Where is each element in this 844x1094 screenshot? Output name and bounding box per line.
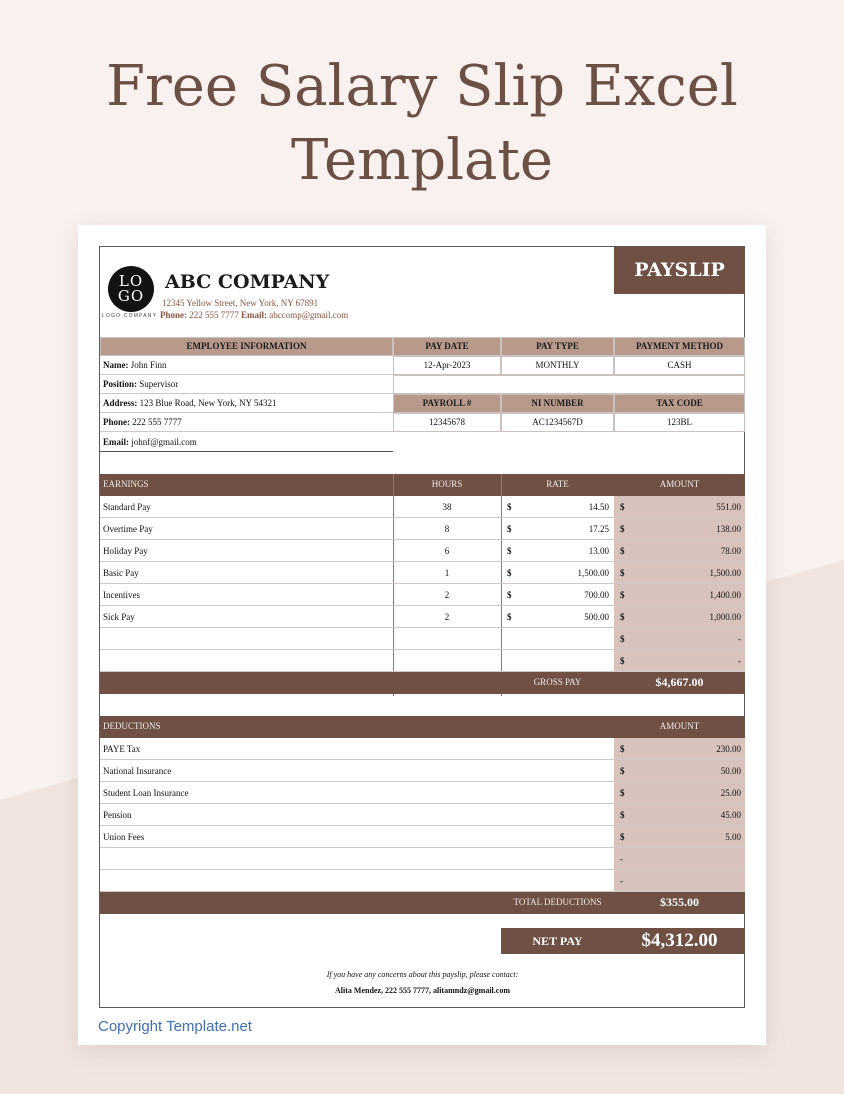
hours-header: HOURS [431,479,463,489]
employee-phone-row [100,413,393,432]
earning-rate: 1,500.00 [577,568,609,578]
deduction-amount: 230.00 [716,744,741,754]
company-phone-label: Phone: [160,310,187,320]
earning-hours: 2 [444,612,450,622]
footer-contact: Alita Mendez, 222 555 7777, alitamndz@gmail.com [335,986,510,995]
table-row [100,738,745,760]
table-row [100,584,745,606]
hero-title-line1: Free Salary Slip Excel [106,54,738,119]
earning-rate: 500.00 [584,612,609,622]
earning-hours: 2 [444,590,450,600]
employee-position-row [100,375,393,394]
deduction-blank: - [620,876,623,886]
table-row [100,848,745,870]
pay-type-value: MONTHLY [501,356,614,375]
amount-currency: $ [620,590,625,600]
deduction-amount: 25.00 [720,788,741,798]
pay-info-spacer [393,375,745,394]
rate-currency: $ [507,546,512,556]
company-name: ABC COMPANY [165,271,330,293]
amount-currency: $ [620,634,625,644]
company-phone: 222 555 7777 [189,310,239,320]
earning-amount: 551.00 [716,502,741,512]
amount-currency: $ [620,502,625,512]
deduction-currency: $ [620,788,625,798]
earning-hours: 8 [444,524,450,534]
deduction-label: National Insurance [103,766,172,776]
gross-pay-row [100,672,745,694]
employee-name-row [100,356,393,375]
earning-amount: 1,000.00 [709,612,741,622]
ni-number-header: NI NUMBER [501,394,614,413]
amount-currency: $ [620,656,625,666]
deduction-amount: 5.00 [725,832,741,842]
earning-amount: 78.00 [720,546,741,556]
tax-code-value: 123BL [614,413,745,432]
earning-amount: 138.00 [716,524,741,534]
table-row [100,518,745,540]
net-pay-box [501,928,745,954]
earning-hours: 38 [442,502,452,512]
employee-email-label: Email: [103,437,129,447]
earning-amount-blank: - [738,634,741,644]
pay-date-value: 12-Apr-2023 [393,356,501,375]
net-pay-label: NET PAY [532,934,583,948]
table-row [100,496,745,518]
earnings-header-row [100,474,745,496]
payment-method-value: CASH [614,356,745,375]
employee-email: johnf@gmail.com [131,437,197,447]
company-email-label: Email: [241,310,267,320]
table-row [100,628,745,650]
deduction-label: Pension [103,810,132,820]
logo-badge [108,266,154,312]
hero-title [0,50,844,198]
rate-currency: $ [507,612,512,622]
employee-address: 123 Blue Road, New York, NY 54321 [139,398,277,408]
earning-label: Basic Pay [103,568,139,578]
company-email: abccomp@gmail.com [269,310,349,320]
deduction-currency: $ [620,810,625,820]
deduction-amount: 50.00 [720,766,741,776]
rate-header: RATE [546,479,569,489]
employee-address-row [100,394,393,413]
payment-method-header: PAYMENT METHOD [614,337,745,356]
footer-note: If you have any concerns about this payslip, please contact: [326,970,519,979]
table-row [100,804,745,826]
payslip-title: PAYSLIP [614,247,745,294]
employee-info-header: EMPLOYEE INFORMATION [100,337,393,356]
deduction-amount: 45.00 [720,810,741,820]
earning-rate: 17.25 [588,524,609,534]
payroll-header: PAYROLL # [393,394,501,413]
earning-rate: 13.00 [588,546,609,556]
earning-rate: 14.50 [588,502,609,512]
table-row [100,606,745,628]
deduction-currency: $ [620,744,625,754]
amount-currency: $ [620,524,625,534]
table-row [100,650,745,672]
deductions-header: DEDUCTIONS [103,721,161,731]
table-row [100,826,745,848]
net-pay-value: $4,312.00 [641,930,718,951]
deduction-label: Union Fees [103,832,145,842]
table-row [100,562,745,584]
earning-amount-blank: - [738,656,741,666]
earning-label: Standard Pay [103,502,151,512]
earning-label: Sick Pay [103,612,135,622]
amount-currency: $ [620,568,625,578]
tax-code-header: TAX CODE [614,394,745,413]
gross-pay-label: GROSS PAY [533,677,582,687]
earning-label: Overtime Pay [103,524,153,534]
deduction-currency: $ [620,832,625,842]
company-contact [160,310,348,320]
rate-currency: $ [507,524,512,534]
earning-label: Holiday Pay [103,546,148,556]
rate-currency: $ [507,502,512,512]
payroll-value: 12345678 [393,413,501,432]
earnings-header: EARNINGS [103,479,149,489]
deduction-currency: $ [620,766,625,776]
employee-position: Supervisor [139,379,179,389]
amount-header: AMOUNT [659,479,700,489]
logo-text-bottom: GO [117,287,145,305]
employee-position-label: Position: [103,379,138,389]
deduction-label: Student Loan Insurance [103,788,189,798]
pay-date-header: PAY DATE [393,337,501,356]
gross-pay-value: $4,667.00 [655,675,704,689]
earning-amount: 1,500.00 [709,568,741,578]
employee-phone: 222 555 7777 [132,417,182,427]
table-row [100,760,745,782]
hero-title-line2: Template [290,128,554,193]
deduction-label: PAYE Tax [103,744,141,754]
table-row [100,540,745,562]
earning-rate: 700.00 [584,590,609,600]
total-deductions-row [100,892,745,914]
table-row [100,870,745,892]
rate-currency: $ [507,590,512,600]
total-deductions-label: TOTAL DEDUCTIONS [513,897,602,907]
total-deductions-value: $355.00 [660,895,699,909]
earning-amount: 1,400.00 [709,590,741,600]
logo-text-top: LO [118,272,144,290]
employee-name-label: Name: [103,360,129,370]
rate-currency: $ [507,568,512,578]
employee-phone-label: Phone: [103,417,130,427]
pay-type-header: PAY TYPE [501,337,614,356]
employee-address-label: Address: [103,398,138,408]
table-row [100,782,745,804]
earning-hours: 6 [444,546,450,556]
earning-hours: 1 [444,568,450,578]
employee-name: John Finn [130,360,167,370]
amount-currency: $ [620,546,625,556]
amount-currency: $ [620,612,625,622]
deductions-amount-header: AMOUNT [659,721,700,731]
earning-label: Incentives [103,590,140,600]
deductions-header-row [100,716,745,738]
template-preview-card[interactable] [78,225,766,1045]
deduction-blank: - [620,854,623,864]
copyright-link[interactable]: Copyright Template.net [98,1018,252,1035]
ni-number-value: AC1234567D [501,413,614,432]
payslip-sheet [99,246,745,1008]
logo-caption: LOGO COMPANY [102,313,158,319]
company-address: 12345 Yellow Street, New York, NY 67891 [162,298,319,308]
employee-email-row [100,432,393,452]
